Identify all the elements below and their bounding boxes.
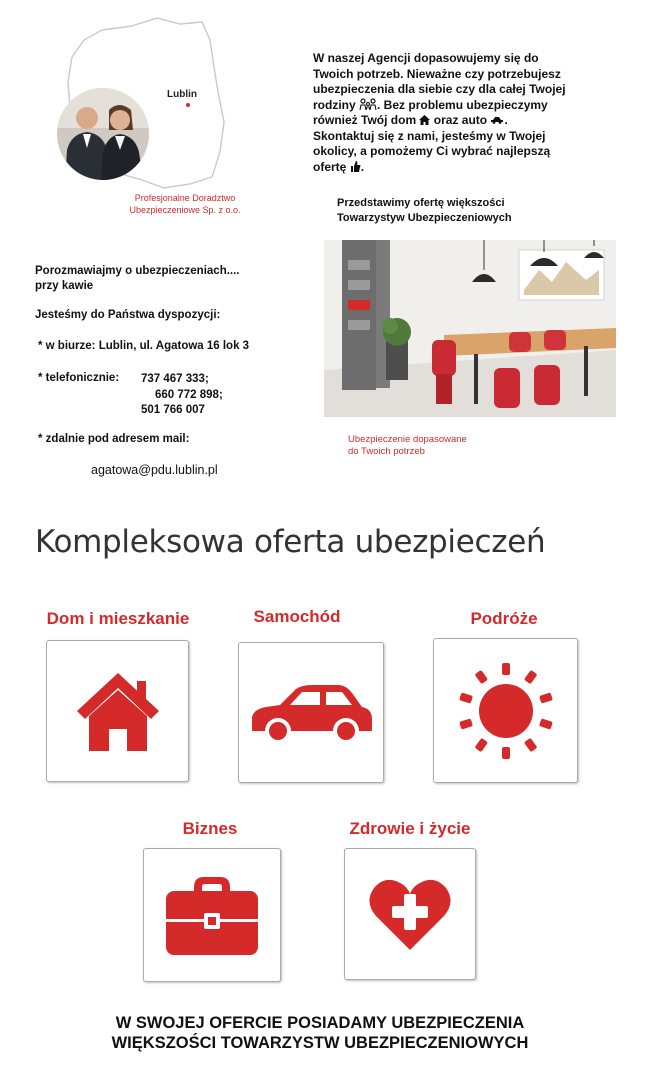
footer-line1: W SWOJEJ OFERCIE POSIADAMY UBEZPIECZENIA [115,1014,525,1032]
intro-line: rodziny . Bez problemu ubezpieczymy [313,97,548,112]
intro-line: ubezpieczenia dla siebie czy dla całej Twojej [313,82,566,96]
category-card-travel[interactable] [433,638,578,783]
intro-line: ofertę . [313,159,365,174]
footer-text [40,1013,600,1053]
office-caption [348,434,548,458]
contact-mail-label: * zdalnie pod adresem mail: [38,433,190,445]
category-label-travel[interactable]: Podróże [470,609,538,628]
advisors-photo [57,88,149,180]
office-photo [324,240,616,417]
heart-plus-icon [368,876,452,952]
company-name-line1: Profesjonalne Doradztwo [134,193,236,203]
phone-number[interactable]: 737 467 333; [141,373,209,385]
intro-line: okolicy, a pomożemy Ci wybrać najlepszą [313,144,551,158]
phone-number[interactable]: 660 772 898; [155,388,223,401]
family-icon [359,98,377,110]
sun-icon [456,661,556,761]
briefcase-icon [162,873,262,957]
contact-office-address: * w biurze: Lublin, ul. Agatowa 16 lok 3 [38,340,250,352]
car-icon [246,681,376,745]
contact-phone-label: * telefonicznie: [38,372,120,384]
contact-talk-line1: Porozmawiajmy o ubezpieczeniach.... [35,265,240,277]
footer-line2: WIĘKSZOŚCI TOWARZYSTW UBEZPIECZENIOWYCH [111,1034,529,1052]
thumbs-up-icon [350,161,361,172]
map-city-marker [186,103,190,107]
category-card-business[interactable] [143,848,281,982]
category-card-home[interactable] [46,640,189,782]
intro-text [313,51,613,175]
company-name-line2: Ubezpieczeniowe Sp. z o.o. [129,205,241,215]
contact-availability: Jesteśmy do Państwa dyspozycji: [35,309,221,321]
contact-phone-list [141,372,223,419]
contact-talk [35,264,240,294]
category-card-health[interactable] [344,848,476,980]
intro-line: W naszej Agencji dopasowujemy się do [313,51,539,65]
category-label-home[interactable]: Dom i mieszkanie [46,609,190,628]
car-small-icon [490,116,504,124]
category-card-car[interactable] [238,642,384,783]
intro-line: również Twój dom oraz auto . [313,113,508,127]
offer-text [337,196,587,226]
office-caption-line2: do Twoich potrzeb [348,446,425,457]
house-icon [75,671,161,751]
offer-line1: Przedstawimy ofertę większości [337,197,505,209]
category-label-health[interactable]: Zdrowie i życie [349,819,471,838]
company-name [110,192,260,216]
phone-number[interactable]: 501 766 007 [141,404,205,416]
intro-line: Skontaktuj się z nami, jesteśmy w Twojej [313,128,546,143]
map-city-label: Lublin [167,89,197,100]
category-label-business[interactable]: Biznes [182,819,238,838]
contact-talk-line2: przy kawie [35,280,94,292]
office-caption-line1: Ubezpieczenie dopasowane [348,434,467,445]
offer-line2: Towarzystyw Ubezpieczeniowych [337,212,512,224]
category-label-car[interactable]: Samochód [253,607,341,626]
contact-email-link[interactable]: agatowa@pdu.lublin.pl [91,463,218,477]
offer-heading: Kompleksowa oferta ubezpieczeń [35,524,546,560]
intro-line: Twoich potrzeb. Nieważne czy potrzebujesz [313,66,561,81]
home-small-icon [419,115,430,125]
